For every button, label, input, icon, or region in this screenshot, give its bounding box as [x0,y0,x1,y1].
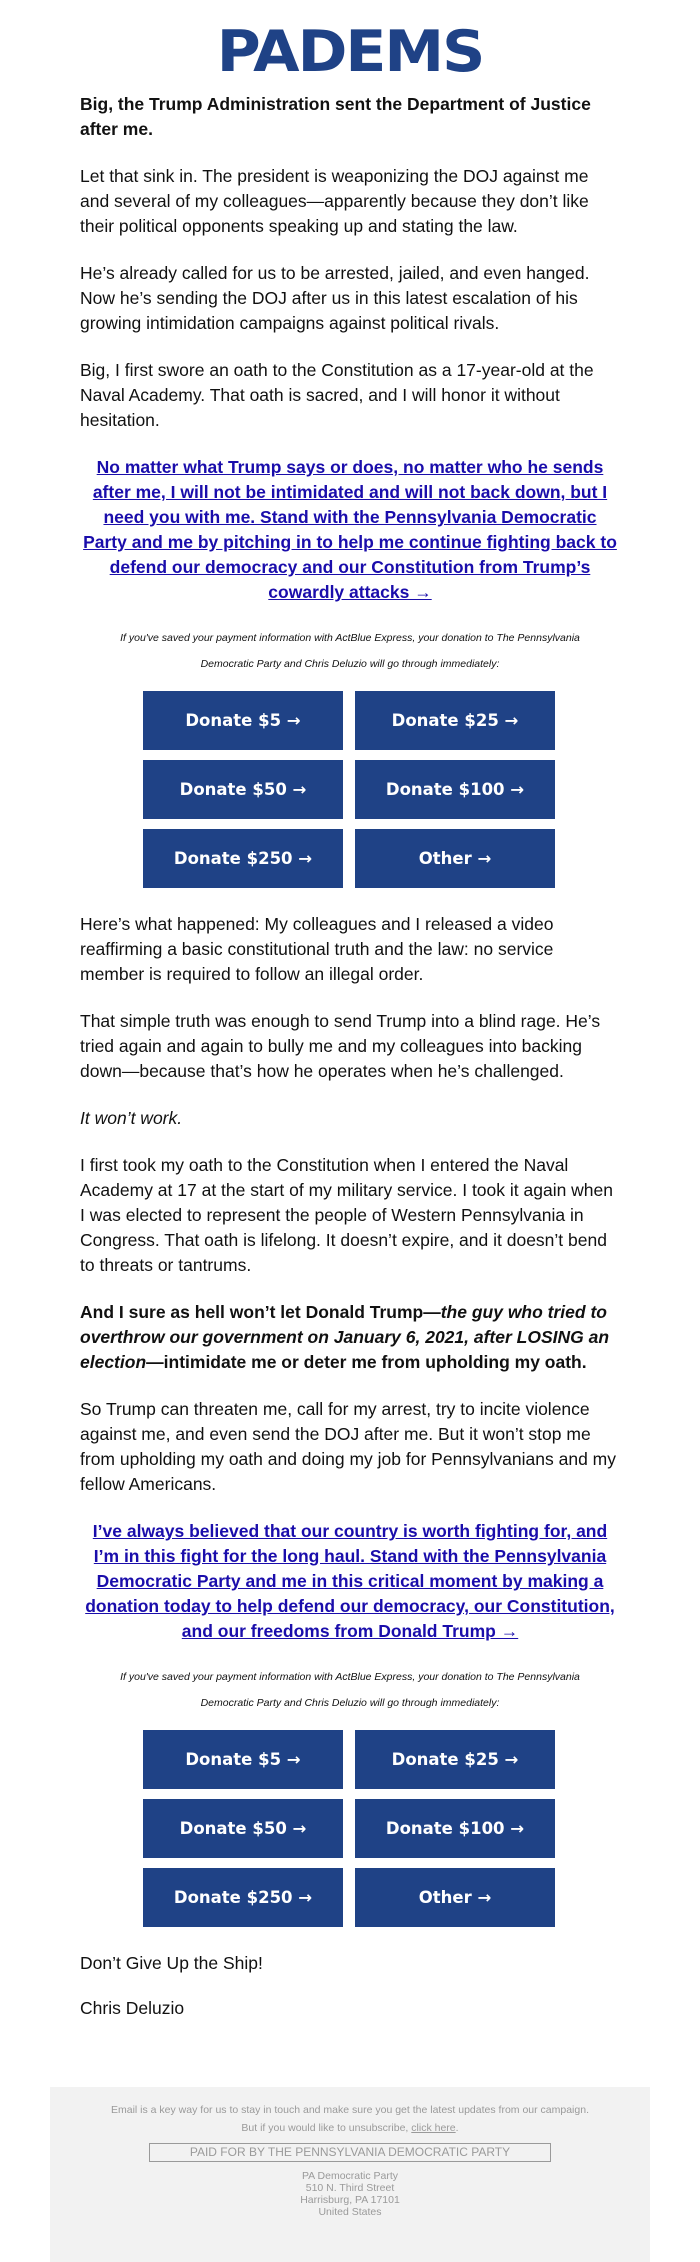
donate-250-button[interactable]: Donate $250 → [143,829,343,888]
donate-250-button[interactable]: Donate $250 → [143,1868,343,1927]
donate-button-grid [143,1730,557,1927]
padems-logo[interactable]: PADEMS [216,18,484,86]
body-paragraph: He’s already called for us to be arrested, jailed, and even hanged. Now he’s sending the DOJ after us in this latest escalation of his growing intimidation campaigns against political rivals. [80,263,590,333]
actblue-express-note: If you've saved your payment information with ActBlue Express, your donation to The Pennsylvania Democratic Party and Chris Deluzio will go through immediately: [120,1671,580,1709]
body-paragraph: Big, I first swore an oath to the Constitution as a 17-year-old at the Naval Academy. That oath is sacred, and I will honor it without hesitation. [80,360,594,430]
address-line: 510 N. Third Street [305,2182,395,2194]
donate-50-button[interactable]: Donate $50 → [143,760,343,819]
email-content [80,92,620,2021]
donate-cta-link[interactable]: No matter what Trump says or does, no matter who he sends after me, I will not be intimidated and will not back down, but I need you with me. Stand with the Pennsylvania Democratic Party and me by pitching in to help me continue fighting back to defend our democracy and our Constitution from Trump’s cowardly attacks → [83,457,617,602]
body-paragraph: So Trump can threaten me, call for my arrest, try to incite violence against me, and even send the DOJ after me. But it won’t stop me from upholding my oath and doing my job for Pennsylvanians and my fellow Americans. [80,1399,616,1494]
donate-other-button[interactable]: Other → [355,829,555,888]
address-line: United States [318,2206,382,2218]
unsubscribe-link[interactable]: click here [411,2122,456,2134]
emphasis-italic-part: the guy who tried to overthrow our government on January 6, 2021, after LOSING an election [80,1302,610,1372]
address-line: PA Democratic Party [301,2170,399,2182]
emphasis-part: —intimidate me or deter me from upholding my oath. [146,1352,587,1372]
donate-100-button[interactable]: Donate $100 → [355,760,555,819]
donate-50-button[interactable]: Donate $50 → [143,1799,343,1858]
body-paragraph: Here’s what happened: My colleagues and I released a video reaffirming a basic constitutional truth and the law: no service member is required to follow an illegal order. [80,914,554,984]
address-line: Harrisburg, PA 17101 [300,2194,400,2206]
footer-text: But if you would like to unsubscribe, [241,2122,409,2134]
header [0,0,700,86]
emphasis-part: And I sure as hell won’t let Donald Trump— [80,1302,441,1322]
mailing-address [50,2170,650,2218]
footer-text: Email is a key way for us to stay in touch and make sure you get the latest updates from our campaign. [111,2104,589,2116]
body-paragraph: That simple truth was enough to send Trump into a blind rage. He’s tried again and again to bully me and my colleagues into backing down—because that’s how he operates when he’s challenged. [80,1011,601,1081]
signoff-motto: Don’t Give Up the Ship! [80,1953,263,1973]
donate-other-button[interactable]: Other → [355,1868,555,1927]
donate-button-grid [143,691,557,888]
donate-100-button[interactable]: Donate $100 → [355,1799,555,1858]
paid-for-by-box: PAID FOR BY THE PENNSYLVANIA DEMOCRATIC PARTY [149,2143,551,2162]
footer-unsubscribe-line [50,2119,650,2137]
signature-name: Chris Deluzio [80,1998,185,2018]
donate-5-button[interactable]: Donate $5 → [143,1730,343,1789]
intro-text: Big, the Trump Administration sent the Department of Justice after me. [80,94,591,139]
donate-cta-link[interactable]: I’ve always believed that our country is worth fighting for, and I’m in this fight for the long haul. Stand with the Pennsylvania Democratic Party and me in this critical moment by making a donation today to help defend our democracy, our Constitution, and our freedoms from Donald Trump → [85,1521,615,1641]
actblue-express-note: If you've saved your payment information with ActBlue Express, your donation to The Pennsylvania Democratic Party and Chris Deluzio will go through immediately: [120,632,580,670]
footer [50,2087,650,2262]
donate-5-button[interactable]: Donate $5 → [143,691,343,750]
emphasis-paragraph [80,1300,620,1375]
body-paragraph: Let that sink in. The president is weaponizing the DOJ against me and several of my colleagues—apparently because they don’t like their political opponents speaking up and stating the law. [80,166,589,236]
donate-25-button[interactable]: Donate $25 → [355,691,555,750]
body-paragraph: It won’t work. [80,1108,183,1128]
donate-25-button[interactable]: Donate $25 → [355,1730,555,1789]
footer-text: . [455,2122,459,2134]
body-paragraph: I first took my oath to the Constitution when I entered the Naval Academy at 17 at the start of my military service. I took it again when I was elected to represent the people of Western Pennsylvania in Congress. That oath is lifelong. It doesn’t expire, and it doesn’t bend to threats or tantrums. [80,1155,614,1275]
